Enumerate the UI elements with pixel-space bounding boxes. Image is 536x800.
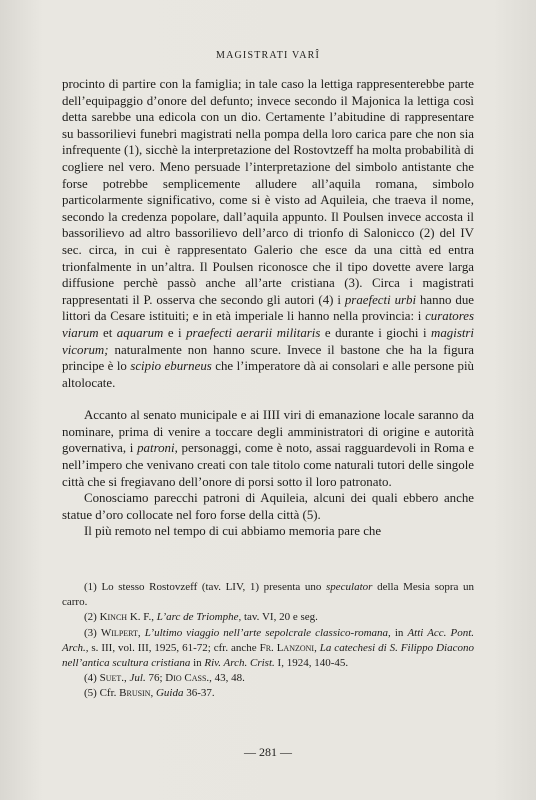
- main-text: [62, 76, 474, 540]
- page-number: — 281 —: [244, 745, 292, 759]
- footnote: (5) Cfr. Brusin, Guida 36-37.: [84, 687, 215, 700]
- footnote: (2) Kinch K. F., L’arc de Triomphe, tav. VI, 20 e seg.: [84, 611, 318, 624]
- footnotes: [62, 580, 474, 702]
- running-header: MAGISTRATI VARÎ: [215, 50, 321, 61]
- paragraph: Accanto al senato municipale e ai IIII viri di emanazione locale saranno da nominare, prima di venire a toccare degli amministratori di origine e autorità governativa, i patroni, personaggi, come è noto, assai ragguardevoli in Roma e nell’impero che venivano creati con tale titolo come naturali tutori delle singole città che si fregiavano dell’onore di porsi sotto il loro patronato.: [62, 408, 474, 489]
- footnote: (3) Wilpert, L’ultimo viaggio nell’arte sepolcrale classico-romana, in Atti Acc. Pont. Arch., s. III, vol. III, 1925, 61-72; cfr. anche Fr. Lanzoni, La catechesi di S. Filippo Diacono nell’antica scultura cristiana in Riv. Arch. Crist. I, 1924, 140-45.: [62, 626, 475, 670]
- footnote: (1) Lo stesso Rostovzeff (tav. LIV, 1) presenta uno speculator della Mesia sopra un carro.: [62, 581, 475, 609]
- footnote: (4) Suet., Jul. 76; Dio Cass., 43, 48.: [84, 672, 245, 685]
- paragraph: Conosciamo parecchi patroni di Aquileia, alcuni dei quali ebbero anche statue d’oro collocate nel foro forse della città (5).: [62, 491, 474, 522]
- paragraph: Il più remoto nel tempo di cui abbiamo memoria pare che: [84, 524, 382, 539]
- paragraph: procinto di partire con la famiglia; in tale caso la lettiga rappresenterebbe parte dell’equipaggio d’onore del defunto; invece secondo il Majonica la lettiga così detta sarebbe una edicola con un dio. Certamente l’abitudine di rappresentare su bassorilievi funebri magistrati nella pompa della loro carica pare che non sia infrequente (1), sicchè la interpretazione del Rostovtzeff ha molta probabilità di cogliere nel vero. Meno persuade l’interpretazione del simbolo antistante che forse potrebbe semplicemente alludere all’aquila romana, simbolo particolarmente significativo, come si è visto ad Aquileia, che traeva il nome, secondo la credenza popolare, dall’aquila appunto. Il Poulsen invece accosta il bassorilievo ad altro bassorilievo dell’arco di trionfo di Salonicco (2) del IV sec. circa, in cui è rappresentato Galerio che esce da una città ed entra trionfalmente in un’altra. Il Poulsen riconosce che il tipo dovette avere larga diffusione perchè passò anche all’arte cristiana (3). Circa i magistrati rappresentati il P. osserva che secondo gli autori (4) i praefecti urbi hanno due littori da Cesare istituiti; e in età imperiale li hanno nella provincia: i curatores viarum et aquarum e i praefecti aerarii militaris e durante i giochi i magistri vicorum; naturalmente non hanno scure. Invece il bastone che ha la figura principe è lo scipio eburneus che l’imperatore dà ai consolari e alle persone più altolocate.: [62, 77, 475, 390]
